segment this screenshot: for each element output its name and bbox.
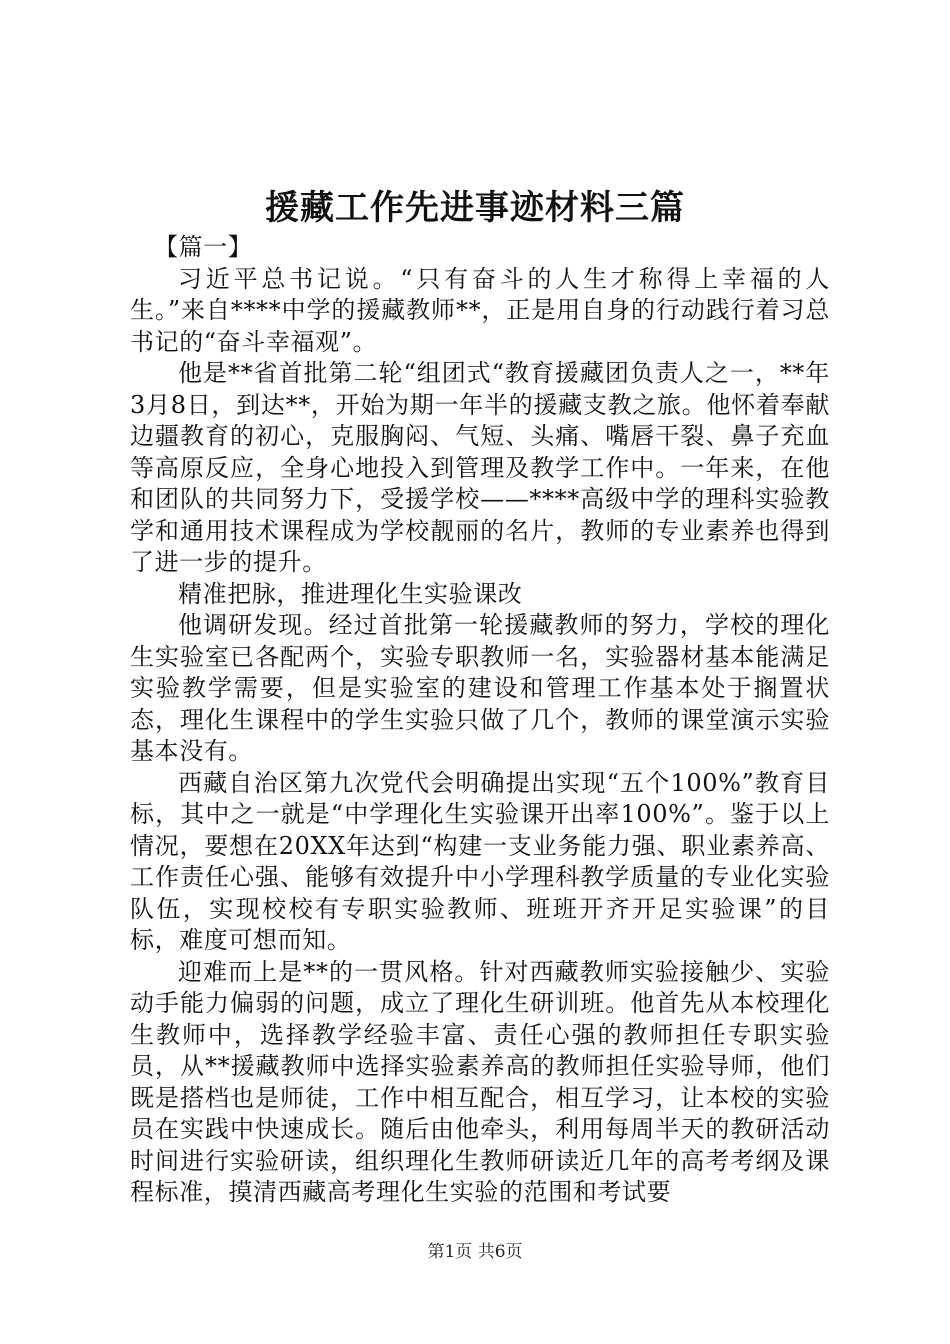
paragraph: 习近平总书记说。“只有奋斗的人生才称得上幸福的人生。”来自****中学的援藏教师**，正是用自身的行动践行着习总书记的“奋斗幸福观”。 xyxy=(130,264,830,356)
section-label: 【篇一】 xyxy=(154,233,253,261)
page-footer: 第1页 共6页 xyxy=(427,1242,523,1262)
paragraph: 他是**省首批第二轮“组团式“教育援藏团负责人之一，**年3月8日，到达**，开始为期一年半的援藏支教之旅。他怀着奉献边疆教育的初心，克服胸闷、气短、头痛、嘴唇干裂、鼻子充血等高原反应，全身心地投入到管理及教学工作中。一年来，在他和团队的共同努力下，受援学校——****高级中学的理科实验教学和通用技术课程成为学校靓丽的名片，教师的专业素养也得到了进一步的提升。 xyxy=(130,359,830,576)
document-body xyxy=(130,232,830,1209)
subheading: 精准把脉，推进理化生实验课改 xyxy=(178,579,523,608)
document-title: 援藏工作先进事迹材料三篇 xyxy=(265,188,685,228)
paragraph: 西藏自治区第九次党代会明确提出实现“五个100%”教育目标，其中之一就是“中学理化生实验课开出率100%”。鉴于以上情况，要想在20XX年达到“构建一支业务能力强、职业素养高、工作责任心强、能够有效提升中小学理科教学质量的专业化实验队伍，实现校校有专职实验教师、班班开齐开足实验课”的目标，难度可想而知。 xyxy=(130,768,830,954)
paragraph: 迎难而上是**的一贯风格。针对西藏教师实验接触少、实验动手能力偏弱的问题，成立了理化生研训班。他首先从本校理化生教师中，选择教学经验丰富、责任心强的教师担任专职实验员，从**援藏教师中选择实验素养高的教师担任实验导师，他们既是搭档也是师徒，工作中相互配合，相互学习，让本校的实验员在实践中快速成长。随后由他牵头，利用每周半天的教研活动时间进行实验研读，组织理化生教师研读近几年的高考考纲及课程标准，摸清西藏高考理化生实验的范围和考试要 xyxy=(130,957,830,1206)
paragraph: 他调研发现。经过首批第一轮援藏教师的努力，学校的理化生实验室已各配两个，实验专职教师一名，实验器材基本能满足实验教学需要，但是实验室的建设和管理工作基本处于搁置状态，理化生课程中的学生实验只做了几个，教师的课堂演示实验基本没有。 xyxy=(130,611,830,765)
